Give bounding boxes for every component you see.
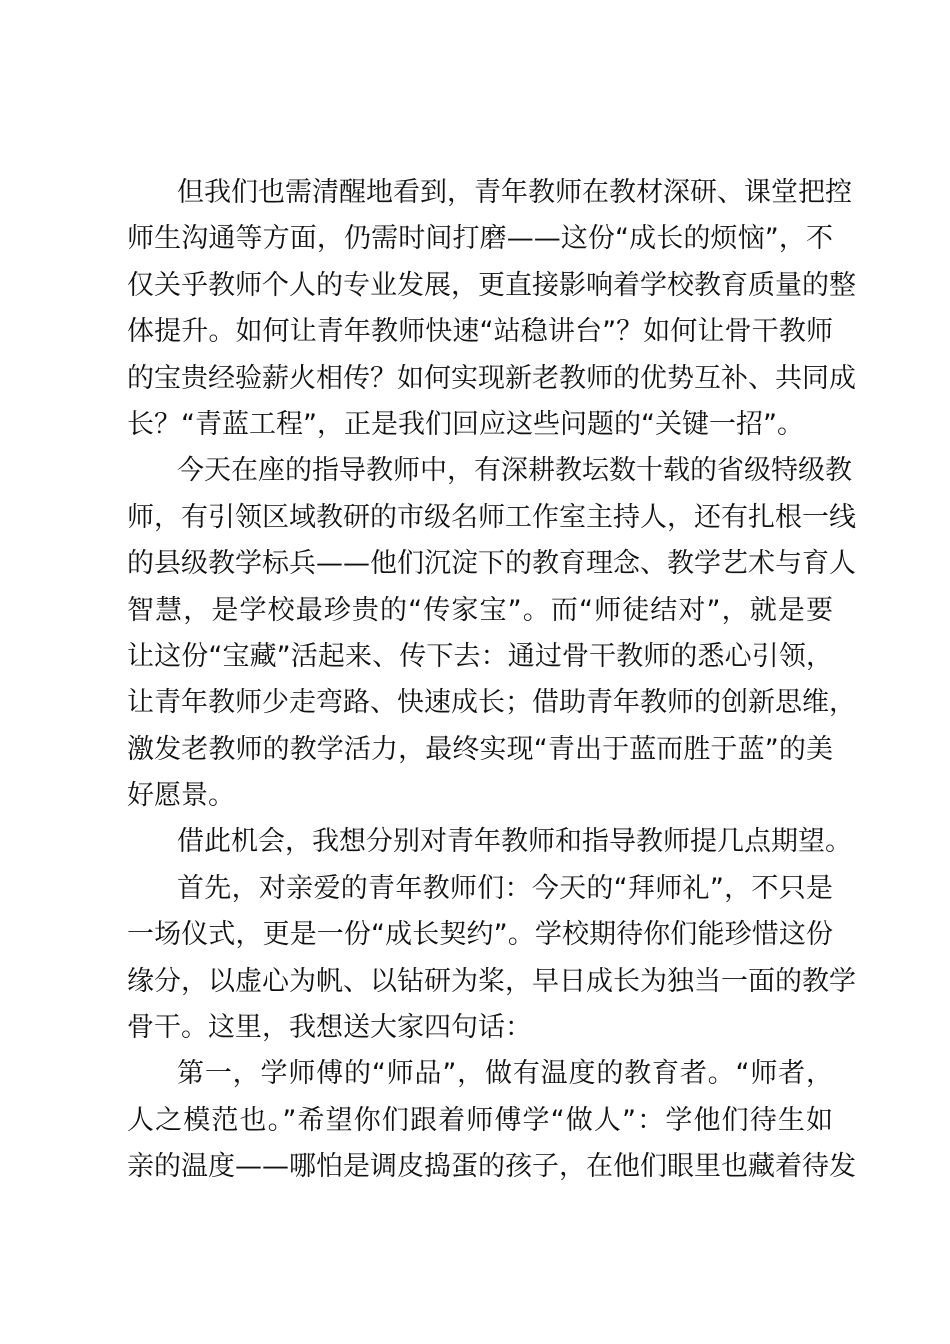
text-line: 的宝贵经验薪火相传？如何实现新老教师的优势互补、共同成 (127, 362, 856, 394)
text-line: 师生沟通等方面，仍需时间打磨——这份“成长的烦恼”，不 (127, 223, 833, 255)
text-line: 好愿景。 (127, 780, 235, 812)
text-line: 首先，对亲爱的青年教师们：今天的“拜师礼”，不只是 (177, 872, 833, 904)
text-line: 长？“青蓝工程”，正是我们回应这些问题的“关键一招”。 (127, 408, 804, 440)
text-line: 让青年教师少走弯路、快速成长；借助青年教师的创新思维， (127, 687, 856, 719)
text-line: 亲的温度——哪怕是调皮捣蛋的孩子，在他们眼里也藏着待发 (127, 1151, 856, 1183)
text-line: 缘分，以虚心为帆、以钻研为桨，早日成长为独当一面的教学 (127, 965, 856, 997)
text-line: 激发老教师的教学活力，最终实现“青出于蓝而胜于蓝”的美 (127, 733, 833, 765)
document-body (127, 170, 856, 1191)
text-line: 体提升。如何让青年教师快速“站稳讲台”？如何让骨干教师 (127, 316, 833, 348)
text-line: 让这份“宝藏”活起来、传下去：通过骨干教师的悉心引领， (127, 640, 833, 672)
text-line: 智慧，是学校最珍贵的“传家宝”。而“师徒结对”，就是要 (127, 594, 833, 626)
paragraph-5 (127, 1051, 856, 1190)
text-line: 人之模范也。”希望你们跟着师傅学“做人”：学他们待生如 (127, 1104, 833, 1136)
text-line: 仅关乎教师个人的专业发展，更直接影响着学校教育质量的整 (127, 269, 856, 301)
text-line: 师，有引领区域教研的市级名师工作室主持人，还有扎根一线 (127, 501, 856, 533)
paragraph-2 (127, 448, 856, 819)
text-line: 借此机会，我想分别对青年教师和指导教师提几点期望。 (177, 826, 852, 858)
paragraph-4 (127, 866, 856, 1052)
text-line: 骨干。这里，我想送大家四句话： (127, 1012, 532, 1044)
text-line: 今天在座的指导教师中，有深耕教坛数十载的省级特级教 (177, 455, 852, 487)
text-line: 的县级教学标兵——他们沉淀下的教育理念、教学艺术与育人 (127, 548, 856, 580)
text-line: 一场仪式，更是一份“成长契约”。学校期待你们能珍惜这份 (127, 919, 833, 951)
paragraph-1 (127, 170, 856, 448)
text-line: 第一，学师傅的“师品”，做有温度的教育者。“师者， (177, 1058, 833, 1090)
text-line: 但我们也需清醒地看到，青年教师在教材深研、课堂把控 (177, 177, 852, 208)
paragraph-3 (127, 819, 852, 865)
